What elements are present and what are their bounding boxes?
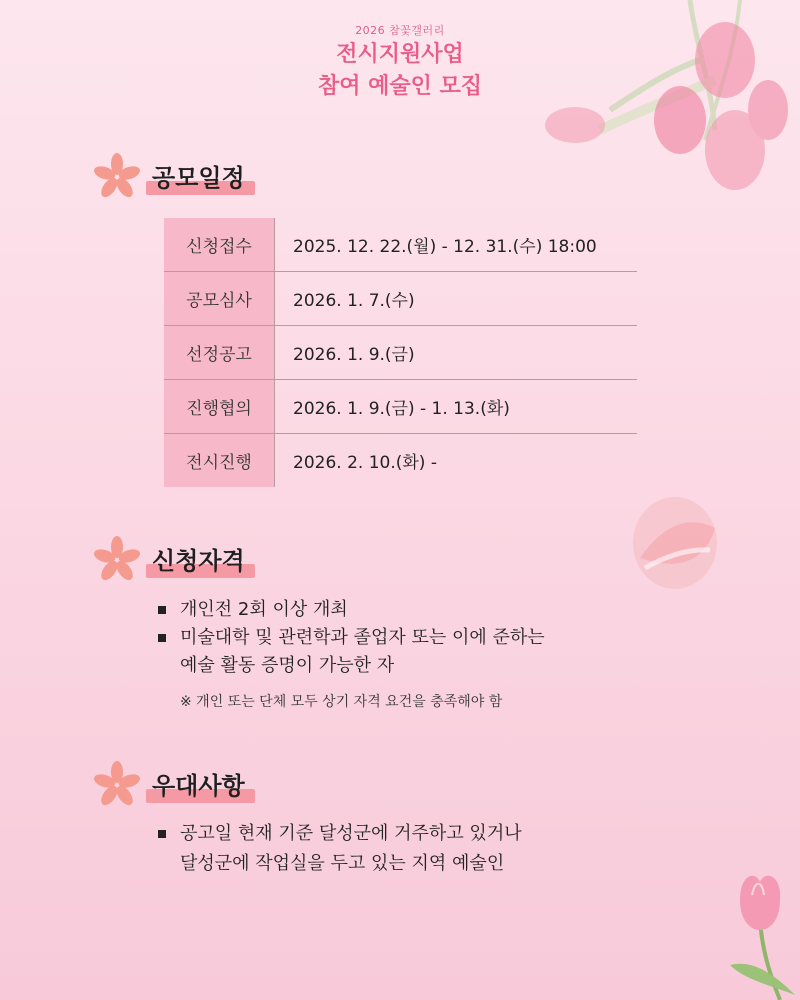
eligibility-section-title: 신청자격 [152, 541, 245, 576]
flower-icon [92, 152, 142, 202]
schedule-value: 2026. 1. 7.(수) [275, 272, 638, 326]
table-row [164, 326, 637, 380]
flower-icon [92, 535, 142, 585]
list-item: 공고일 현재 기준 달성군에 거주하고 있거나 [158, 820, 522, 848]
eligibility-note: ※ 개인 또는 단체 모두 상기 자격 요건을 충족해야 함 [180, 694, 503, 710]
schedule-label: 신청접수 [164, 218, 275, 272]
schedule-label: 전시진행 [164, 434, 275, 488]
preference-list [158, 820, 522, 848]
table-row [164, 218, 637, 272]
header-title-line2: 참여 예술인 모집 [317, 74, 483, 99]
flower-icon [92, 760, 142, 810]
schedule-label: 공모심사 [164, 272, 275, 326]
preference-continuation: 달성군에 작업실을 두고 있는 지역 예술인 [180, 853, 505, 874]
schedule-value: 2026. 2. 10.(화) - [293, 453, 437, 473]
preference-section-title: 우대사항 [152, 766, 245, 801]
schedule-value: 2026. 1. 9.(금) - 1. 13.(화) [275, 380, 638, 434]
petal-decoration [620, 488, 730, 598]
eligibility-list [158, 596, 545, 652]
page-header [0, 22, 800, 102]
schedule-label: 진행협의 [164, 380, 275, 434]
table-row [164, 272, 637, 326]
header-title-line1: 전시지원사업 [336, 42, 464, 67]
table-row [164, 380, 637, 434]
schedule-label: 선정공고 [164, 326, 275, 380]
table-row [164, 434, 637, 488]
schedule-table [164, 218, 637, 487]
schedule-value: 2025. 12. 22.(월) - 12. 31.(수) 18:00 [275, 218, 638, 272]
header-kicker: 2026 참꽃갤러리 [355, 24, 445, 37]
schedule-value: 2026. 1. 9.(금) [275, 326, 638, 380]
eligibility-continuation: 예술 활동 증명이 가능한 자 [180, 655, 395, 676]
schedule-section-title: 공모일정 [152, 158, 245, 193]
list-item: 미술대학 및 관련학과 졸업자 또는 이에 준하는 [158, 624, 545, 652]
tulip-decoration-bottom [700, 870, 800, 1000]
list-item: 개인전 2회 이상 개최 [158, 596, 545, 624]
